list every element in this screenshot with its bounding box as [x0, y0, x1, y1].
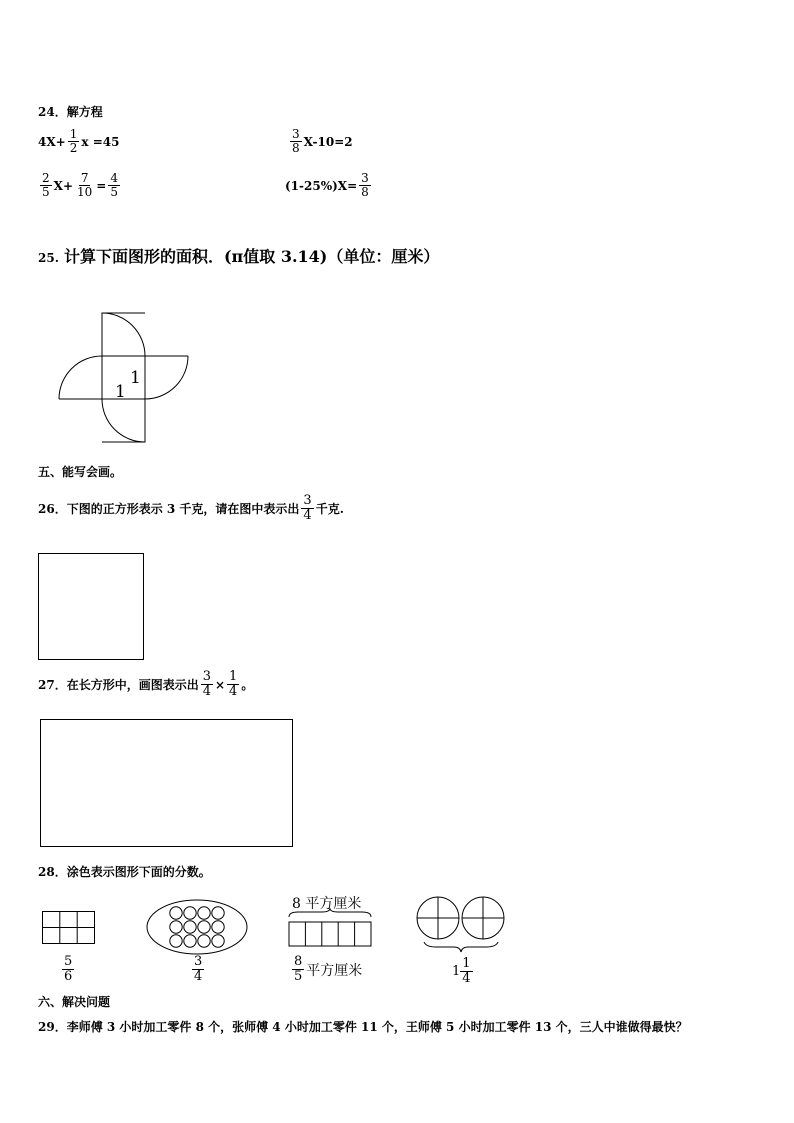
eq2-post: X-10=2	[303, 134, 353, 149]
fig3-num: 8	[294, 954, 303, 969]
fig1-num: 5	[64, 954, 73, 969]
q24-equation-3	[38, 172, 122, 199]
fig2-num: 3	[194, 954, 203, 969]
small-circle[interactable]	[198, 935, 210, 947]
fig4-frac	[460, 957, 472, 987]
small-circles	[170, 907, 224, 947]
eq3-num-3: 4	[110, 171, 118, 185]
eq1-post: x =45	[81, 134, 120, 149]
q26-pre: 26．下图的正方形表示 3 千克，请在图中表示出	[38, 502, 300, 517]
q26-post: 千克.	[315, 502, 344, 517]
q28-title: 28．涂色表示图形下面的分数。	[38, 865, 211, 879]
eq3-num-2: 7	[80, 171, 89, 185]
small-circle[interactable]	[184, 935, 196, 947]
q28-fig1-fraction	[60, 955, 76, 985]
small-circle[interactable]	[198, 921, 210, 933]
q27-times: ×	[214, 677, 226, 692]
small-circle[interactable]	[198, 907, 210, 919]
q28-fig2-fraction	[190, 955, 206, 985]
eq1-fraction	[68, 128, 80, 155]
small-circle[interactable]	[212, 935, 224, 947]
q27-rectangle[interactable]	[40, 719, 293, 847]
fig1-frac	[62, 955, 74, 985]
q27-fraction-1	[201, 670, 213, 700]
q24-equation-4	[285, 172, 373, 199]
q28-fig3-top-label: 8 平方厘米	[292, 896, 362, 912]
fig1-den: 6	[64, 969, 73, 985]
q28-fig4-mixed-number	[452, 957, 475, 987]
fig4-whole: 1	[452, 964, 461, 980]
fig2-den: 4	[194, 969, 203, 985]
q26-fraction	[301, 494, 313, 524]
small-circle[interactable]	[212, 921, 224, 933]
bottom-blade	[102, 399, 145, 442]
q28-circles-figure[interactable]	[416, 896, 508, 956]
q27-den-2: 4	[229, 684, 238, 700]
eq3-den-1: 5	[42, 185, 50, 200]
eq1-pre: 4X+	[38, 134, 66, 149]
left-arc	[59, 356, 102, 399]
eq4-num: 3	[361, 171, 369, 185]
q28-ellipse-figure[interactable]	[146, 899, 248, 955]
q26-den: 4	[303, 508, 312, 524]
eq1-num: 1	[69, 127, 78, 141]
q27-den-1: 4	[202, 684, 211, 700]
q27-num-1: 3	[202, 669, 211, 684]
q24-equation-1	[38, 128, 119, 155]
eq2-fraction	[290, 128, 302, 155]
section-6-title: 六、解决问题	[38, 995, 111, 1009]
q27-pre: 27．在长方形中，画图表示出	[38, 678, 199, 693]
q27-fraction-2	[227, 670, 239, 700]
eq3-den-3: 5	[110, 185, 118, 200]
q27-num-2: 1	[229, 669, 238, 684]
eq3-num-1: 2	[42, 171, 50, 185]
right-arc	[145, 356, 188, 399]
q24-title: 24．解方程	[38, 105, 103, 119]
bottom-arc	[102, 399, 145, 442]
eq2-den: 8	[292, 141, 300, 156]
fig4-num: 1	[462, 956, 471, 971]
eq3-fraction-2	[75, 172, 94, 199]
label-1-lower: 1	[115, 382, 126, 402]
fig2-frac	[192, 955, 204, 985]
q28-grid-figure[interactable]	[42, 911, 96, 945]
q24-equation-2	[288, 128, 353, 155]
eq4-pre: (1-25%)X=	[285, 178, 358, 193]
q26-square[interactable]	[38, 553, 144, 660]
eq3-den-2: 10	[77, 185, 93, 200]
small-circle[interactable]	[170, 921, 182, 933]
top-arc	[102, 313, 145, 356]
eq3-fraction-3	[108, 172, 120, 199]
eq4-den: 8	[361, 185, 369, 200]
q27-post: 。	[241, 678, 254, 693]
q26-num: 3	[303, 493, 312, 508]
eq3-mid: X+	[53, 178, 74, 193]
q25-number: 25.	[38, 251, 59, 265]
top-blade	[102, 313, 145, 356]
pinwheel-figure	[50, 305, 250, 465]
q28-fig3-fraction	[290, 955, 362, 985]
small-circle[interactable]	[212, 907, 224, 919]
q26-text	[38, 494, 344, 524]
section-5-title: 五、能写会画。	[38, 465, 123, 479]
q25-heading	[38, 244, 439, 267]
fig3-unit: 平方厘米	[306, 962, 363, 979]
eq3-fraction-1	[40, 172, 52, 199]
q27-text	[38, 670, 253, 700]
small-circle[interactable]	[184, 907, 196, 919]
q28-strip-figure[interactable]	[288, 909, 372, 949]
q29-text: 29．李师傅 3 小时加工零件 8 个，张师傅 4 小时加工零件 11 个，王师傅 5 小时加工零件 13 个，三人中谁做得最快？	[38, 1020, 688, 1034]
eq1-den: 2	[69, 141, 78, 156]
eq3-equals: =	[96, 178, 107, 193]
small-circle[interactable]	[170, 935, 182, 947]
q25-title: 计算下面图形的面积．(π值取 3.14)（单位：厘米）	[63, 247, 440, 266]
fig3-den: 5	[294, 969, 303, 985]
eq4-fraction	[359, 172, 371, 199]
eq2-num: 3	[292, 127, 300, 141]
fig3-frac	[292, 955, 304, 985]
small-circle[interactable]	[184, 921, 196, 933]
small-circle[interactable]	[170, 907, 182, 919]
label-1-upper: 1	[130, 368, 141, 388]
fig4-den: 4	[462, 971, 471, 987]
